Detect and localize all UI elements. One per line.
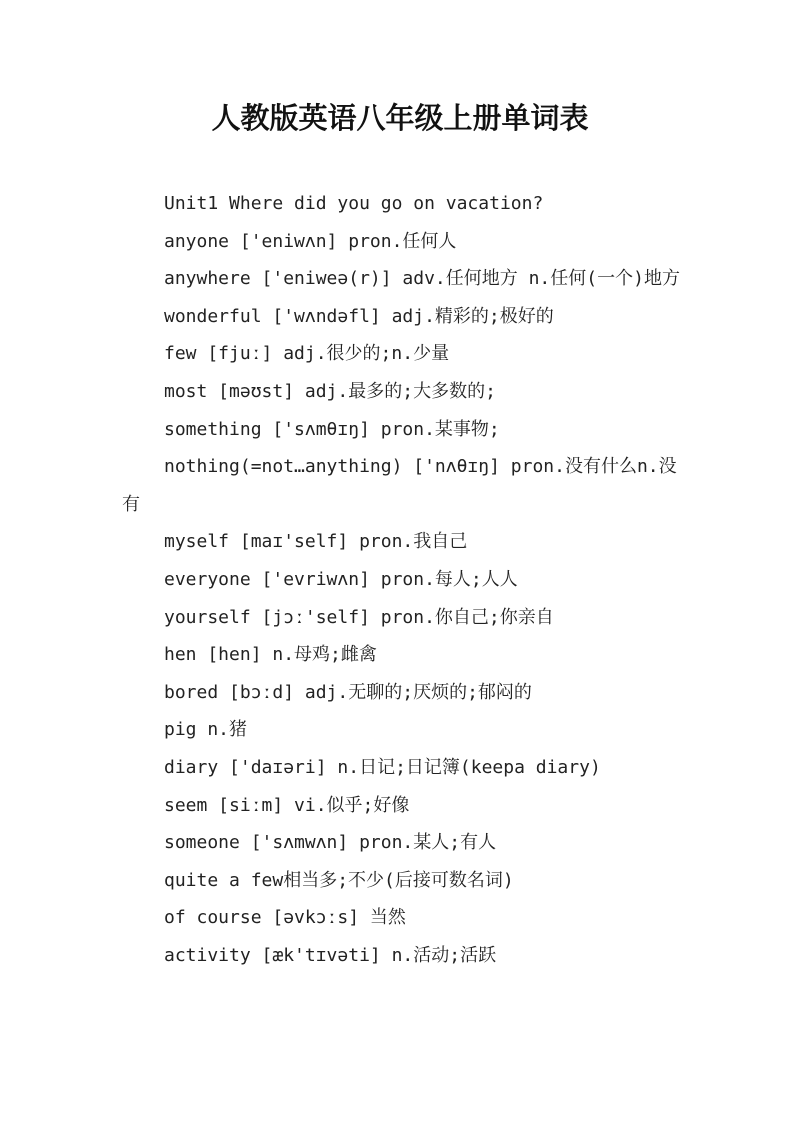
vocab-entry: few [fjuː] adj.很少的;n.少量 — [164, 343, 450, 365]
vocabulary-list — [122, 185, 692, 974]
vocab-entry: something ['sʌmθɪŋ] pron.某事物; — [164, 418, 500, 440]
vocab-entry: yourself [jɔː'self] pron.你自己;你亲自 — [164, 606, 554, 628]
unit-heading: Unit1 Where did you go on vacation? — [164, 193, 544, 214]
vocab-entry: diary ['daɪəri] n.日记;日记簿(keepa diary) — [164, 756, 601, 778]
vocab-entry: bored [bɔːd] adj.无聊的;厌烦的;郁闷的 — [164, 681, 532, 703]
page-title: 人教版英语八年级上册单词表 — [211, 101, 589, 135]
vocab-entry: everyone ['evriwʌn] pron.每人;人人 — [164, 568, 518, 590]
vocab-entry: wonderful ['wʌndəfl] adj.精彩的;极好的 — [164, 305, 554, 327]
vocab-entry: nothing(=not…anything) ['nʌθɪŋ] pron.没有什么n.没有 — [122, 456, 677, 515]
vocab-entry: someone ['sʌmwʌn] pron.某人;有人 — [164, 832, 497, 854]
vocab-entry: anywhere ['eniweə(r)] adv.任何地方 n.任何(一个)地方 — [164, 268, 680, 290]
vocab-entry: activity [æk'tɪvəti] n.活动;活跃 — [164, 944, 497, 966]
vocab-entry: seem [siːm] vi.似乎;好像 — [164, 794, 410, 816]
vocab-entry: hen [hen] n.母鸡;雌禽 — [164, 644, 377, 666]
vocab-entry: of course [əvkɔːs] 当然 — [164, 907, 406, 929]
vocab-entry: quite a few相当多;不少(后接可数名词) — [164, 869, 514, 891]
vocab-entry: most [məʊst] adj.最多的;大多数的; — [164, 380, 496, 402]
vocab-entry: myself [maɪ'self] pron.我自己 — [164, 531, 468, 553]
vocab-entry: anyone ['eniwʌn] pron.任何人 — [164, 230, 457, 252]
vocab-entry: pig n.猪 — [164, 719, 248, 741]
